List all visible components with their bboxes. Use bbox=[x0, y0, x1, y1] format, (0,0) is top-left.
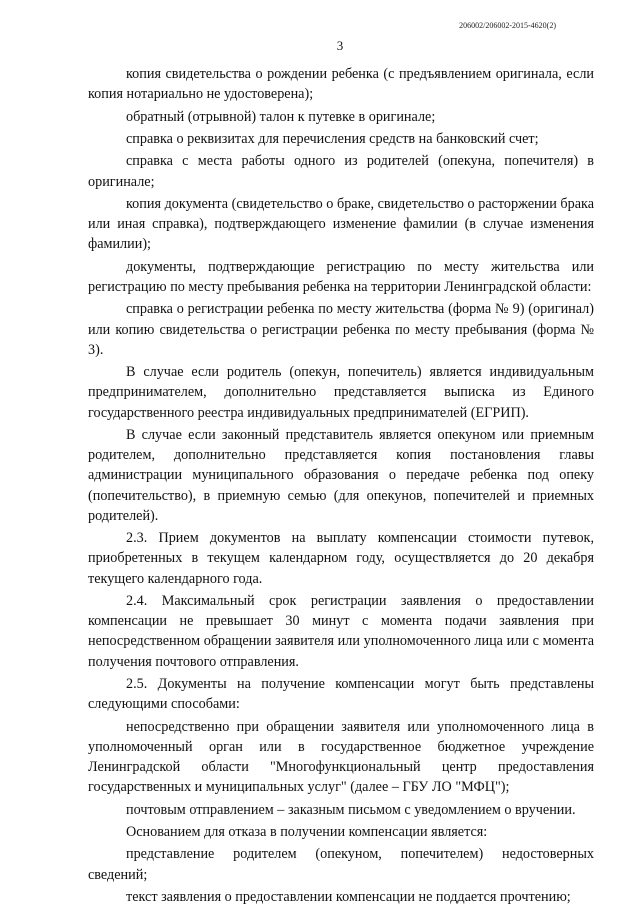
paragraph: копия свидетельства о рождении ребенка (с предъявлением оригинала, если копия нотариально не удостоверена); bbox=[88, 66, 594, 103]
paragraph: справка о реквизитах для перечисления средств на банковский счет; bbox=[126, 130, 539, 147]
paragraph: представление родителем (опекуном, попечителем) недостоверных сведений; bbox=[88, 846, 594, 883]
paragraph: текст заявления о предоставлении компенсации не поддается прочтению; bbox=[126, 888, 571, 905]
paragraph: 2.3. Прием документов на выплату компенсации стоимости путевок, приобретенных в текущем календарном году, осуществляется до 20 декабря текущего календарного года. bbox=[88, 530, 594, 587]
page-number: 3 bbox=[336, 38, 344, 53]
paragraph: копия документа (свидетельство о браке, свидетельство о расторжении брака или иная справка), подтверждающего изменение фамилии (в случае изменения фамилии); bbox=[88, 195, 594, 253]
paragraph: В случае если родитель (опекун, попечитель) является индивидуальным предпринимателем, дополнительно представляется выписка из Единого государственного реестра индивидуальных предпринимателей (ЕГРИП). bbox=[88, 364, 594, 421]
paragraph: справка с места работы одного из родителей (опекуна, попечителя) в оригинале; bbox=[88, 153, 594, 190]
paragraph: документы, подтверждающие регистрацию по месту жительства или регистрацию по месту пребывания ребенка на территории Ленинградской области: bbox=[88, 258, 594, 295]
paragraph: обратный (отрывной) талон к путевке в оригинале; bbox=[126, 108, 436, 125]
paragraph: Основанием для отказа в получении компенсации является: bbox=[126, 823, 488, 840]
paragraph: непосредственно при обращении заявителя или уполномоченного лица в уполномоченный орган или в государственное бюджетное учреждение Ленинградской области "Многофункциональный центр предоставления государственных и муниципальных услуг" (далее – ГБУ ЛО "МФЦ"); bbox=[88, 718, 594, 796]
paragraph: 2.5. Документы на получение компенсации могут быть представлены следующими способами: bbox=[88, 675, 594, 713]
document-body bbox=[88, 64, 594, 909]
paragraph: справка о регистрации ребенка по месту жительства (форма № 9) (оригинал) или копию свидетельства о регистрации ребенка по месту пребывания (форма № 3). bbox=[88, 301, 594, 358]
paragraph: 2.4. Максимальный срок регистрации заявления о предоставлении компенсации не превышает 30 минут с момента подачи заявления при непосредственном обращении заявителя или уполномоченного лица или с момента получения почтового отправления. bbox=[88, 592, 594, 670]
paragraph: В случае если законный представитель является опекуном или приемным родителем, дополнительно представляется копия постановления главы администрации муниципального образования о передаче ребенка под опеку (попечительство), в приемную семью (для опекунов, попечителей и приемных родителей). bbox=[88, 426, 594, 524]
paragraph: почтовым отправлением – заказным письмом с уведомлением о вручении. bbox=[126, 801, 576, 818]
document-id: 206002/206002-2015-4620(2) bbox=[459, 21, 556, 30]
